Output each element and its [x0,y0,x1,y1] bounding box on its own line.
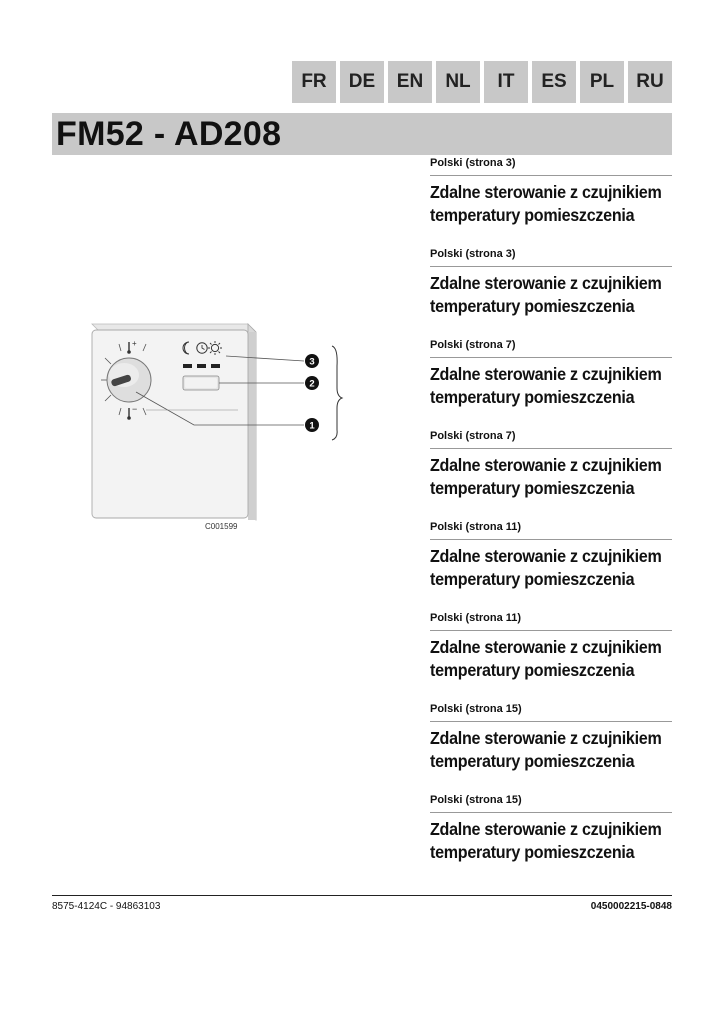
section-divider [430,721,672,722]
section-entry[interactable] [430,428,672,519]
section-page-ref: Polski (strona 11) [430,521,522,533]
section-entry[interactable] [430,519,672,610]
section-title: Zdalne sterowanie z czujnikiem temperatury pomieszczenia [430,273,662,316]
figure-code: C001599 [205,522,238,531]
callout-2 [305,376,319,390]
section-divider [430,539,672,540]
section-title: Zdalne sterowanie z czujnikiem temperatury pomieszczenia [430,364,662,407]
section-divider [430,812,672,813]
language-tab-fr[interactable]: FR [292,61,336,103]
section-entry[interactable] [430,701,672,792]
svg-text:3: 3 [309,356,315,368]
footer-document-number: 8575-4124C - 94863103 [52,901,161,912]
section-entry[interactable] [430,337,672,428]
device-housing [92,330,248,518]
section-page-ref: Polski (strona 3) [430,157,516,169]
section-divider [430,357,672,358]
section-page-ref: Polski (strona 15) [430,703,522,715]
language-tab-de[interactable]: DE [340,61,384,103]
section-page-ref: Polski (strona 7) [430,339,516,351]
language-tab-es[interactable]: ES [532,61,576,103]
section-divider [430,448,672,449]
document-title: FM52 - AD208 [56,115,282,153]
section-page-ref: Polski (strona 3) [430,248,516,260]
section-divider [430,630,672,631]
section-title: Zdalne sterowanie z czujnikiem temperatury pomieszczenia [430,546,662,589]
device-illustration [86,318,356,538]
language-tabs [292,61,672,103]
section-title: Zdalne sterowanie z czujnikiem temperatury pomieszczenia [430,728,662,771]
section-title: Zdalne sterowanie z czujnikiem temperatury pomieszczenia [430,455,662,498]
brace [332,346,342,440]
footer-part-number: 0450002215-0848 [590,901,672,912]
language-tab-pl[interactable]: PL [580,61,624,103]
callout-1 [305,418,319,432]
section-page-ref: Polski (strona 15) [430,794,522,806]
language-tab-ru[interactable]: RU [628,61,672,103]
svg-text:2: 2 [309,378,315,390]
language-tab-en[interactable]: EN [388,61,432,103]
section-divider [430,266,672,267]
section-title: Zdalne sterowanie z czujnikiem temperatury pomieszczenia [430,819,662,862]
section-entry[interactable] [430,792,672,883]
led-indicator [183,364,192,368]
section-page-ref: Polski (strona 11) [430,612,522,624]
section-list [430,155,672,883]
led-indicator [211,364,220,368]
section-entry[interactable] [430,155,672,246]
language-tab-nl[interactable]: NL [436,61,480,103]
footer-divider [52,895,672,896]
section-divider [430,175,672,176]
svg-text:−: − [132,404,138,414]
section-title: Zdalne sterowanie z czujnikiem temperatury pomieszczenia [430,637,662,680]
section-page-ref: Polski (strona 7) [430,430,516,442]
section-title: Zdalne sterowanie z czujnikiem temperatury pomieszczenia [430,182,662,225]
led-indicator [197,364,206,368]
section-entry[interactable] [430,246,672,337]
language-tab-it[interactable]: IT [484,61,528,103]
svg-text:1: 1 [309,420,315,432]
title-bar [52,113,672,155]
callout-3 [305,354,319,368]
svg-text:+: + [132,339,137,348]
section-entry[interactable] [430,610,672,701]
